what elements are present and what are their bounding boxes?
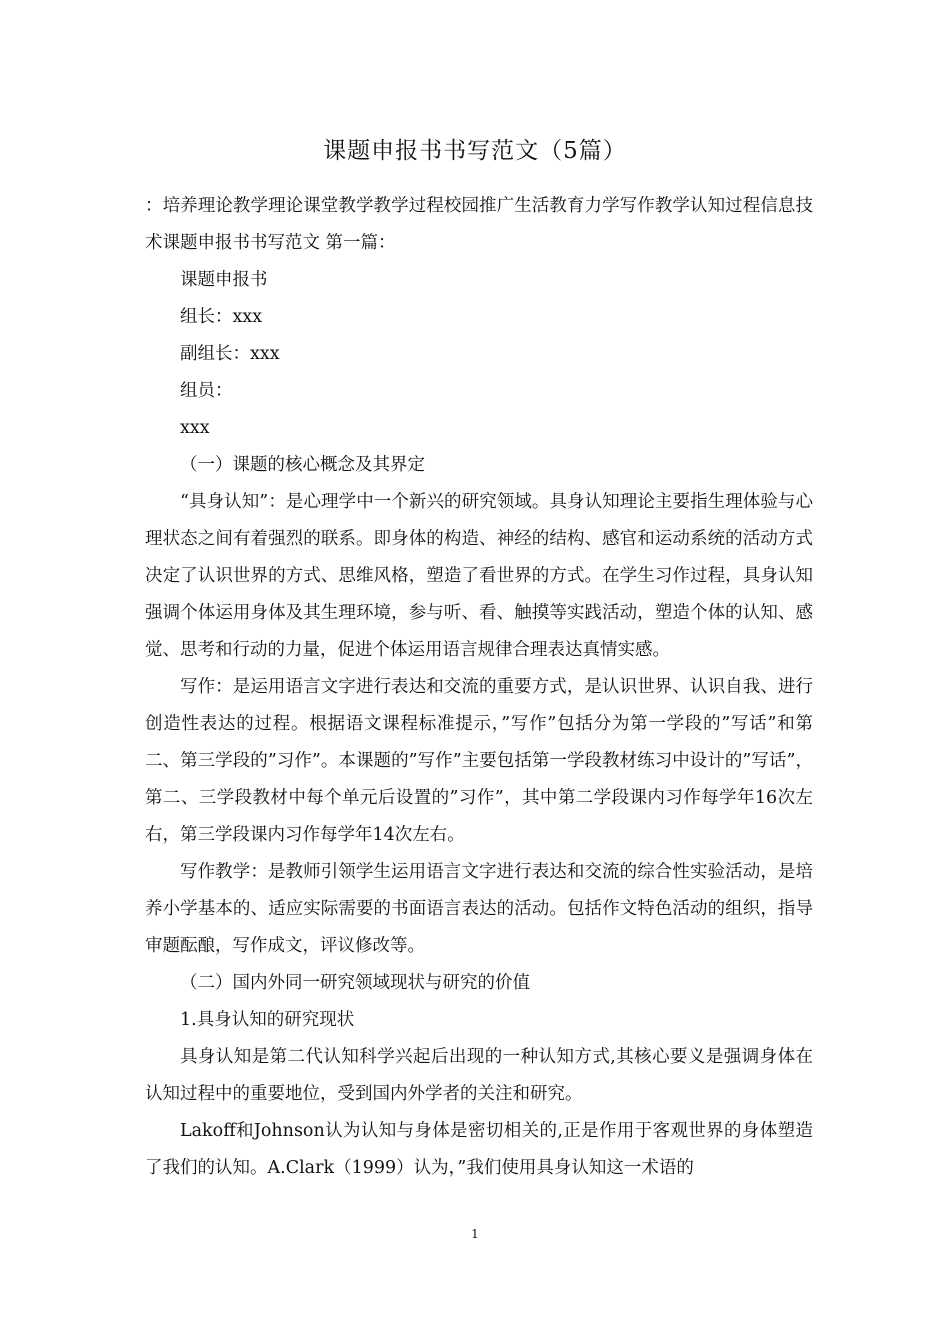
document-title: 课题申报书书写范文（5篇） (323, 138, 627, 164)
section-heading-one: （一）课题的核心概念及其界定 (180, 455, 425, 475)
page-number: 1 (471, 1227, 479, 1241)
section-heading-two: （二）国内外同一研究领域现状与研究的价值 (180, 973, 530, 993)
document-body (145, 188, 813, 1187)
paragraph-writing: 写作：是运用语言文字进行表达和交流的重要方式，是认识世界、认识自我、进行创造性表达的过程。根据语文课程标准提示，”写作”包括分为第一学段的”写话”和第二、第三学段的”习作”。本课题的”写作”主要包括第一学段教材练习中设计的”写话”，第二、三学段教材中每个单元后设置的”习作”，其中第二学段课内习作每学年16次左右，第三学段课内习作每学年14次左右。 (145, 677, 813, 845)
subsection-heading: 1.具身认知的研究现状 (180, 1010, 355, 1030)
paragraph-heading: 课题申报书 (180, 270, 268, 290)
paragraph-embodied-cognition: “具身认知”：是心理学中一个新兴的研究领域。具身认知理论主要指生理体验与心理状态之间有着强烈的联系。即身体的构造、神经的结构、感官和运动系统的活动方式决定了认识世界的方式、思维风格，塑造了看世界的方式。在学生习作过程，具身认知强调个体运用身体及其生理环境，参与听、看、触摸等实践活动，塑造个体的认知、感觉、思考和行动的力量，促进个体运用语言规律合理表达真情实感。 (145, 492, 813, 660)
paragraph-research-status: 具身认知是第二代认知科学兴起后出现的一种认知方式,其核心要义是强调身体在认知过程中的重要地位，受到国内外学者的关注和研究。 (145, 1047, 813, 1104)
paragraph-deputy-leader: 副组长：xxx (180, 344, 280, 364)
paragraph-leader: 组长：xxx (180, 307, 263, 327)
paragraph-members-label: 组员： (180, 381, 233, 401)
keywords-line: ：培养理论教学理论课堂教学教学过程校园推广生活教育力学写作教学认知过程信息技术课题申报书书写范文 第一篇： (145, 196, 813, 253)
paragraph-members: xxx (180, 418, 210, 438)
paragraph-writing-teaching: 写作教学：是教师引领学生运用语言文字进行表达和交流的综合性实验活动，是培养小学基本的、适应实际需要的书面语言表达的活动。包括作文特色活动的组织，指导审题酝酿，写作成文，评议修改等。 (145, 862, 813, 956)
paragraph-lakoff-johnson: Lakoff和Johnson认为认知与身体是密切相关的,正是作用于客观世界的身体塑造了我们的认知。A.Clark（1999）认为，”我们使用具身认知这一术语的 (145, 1121, 813, 1178)
